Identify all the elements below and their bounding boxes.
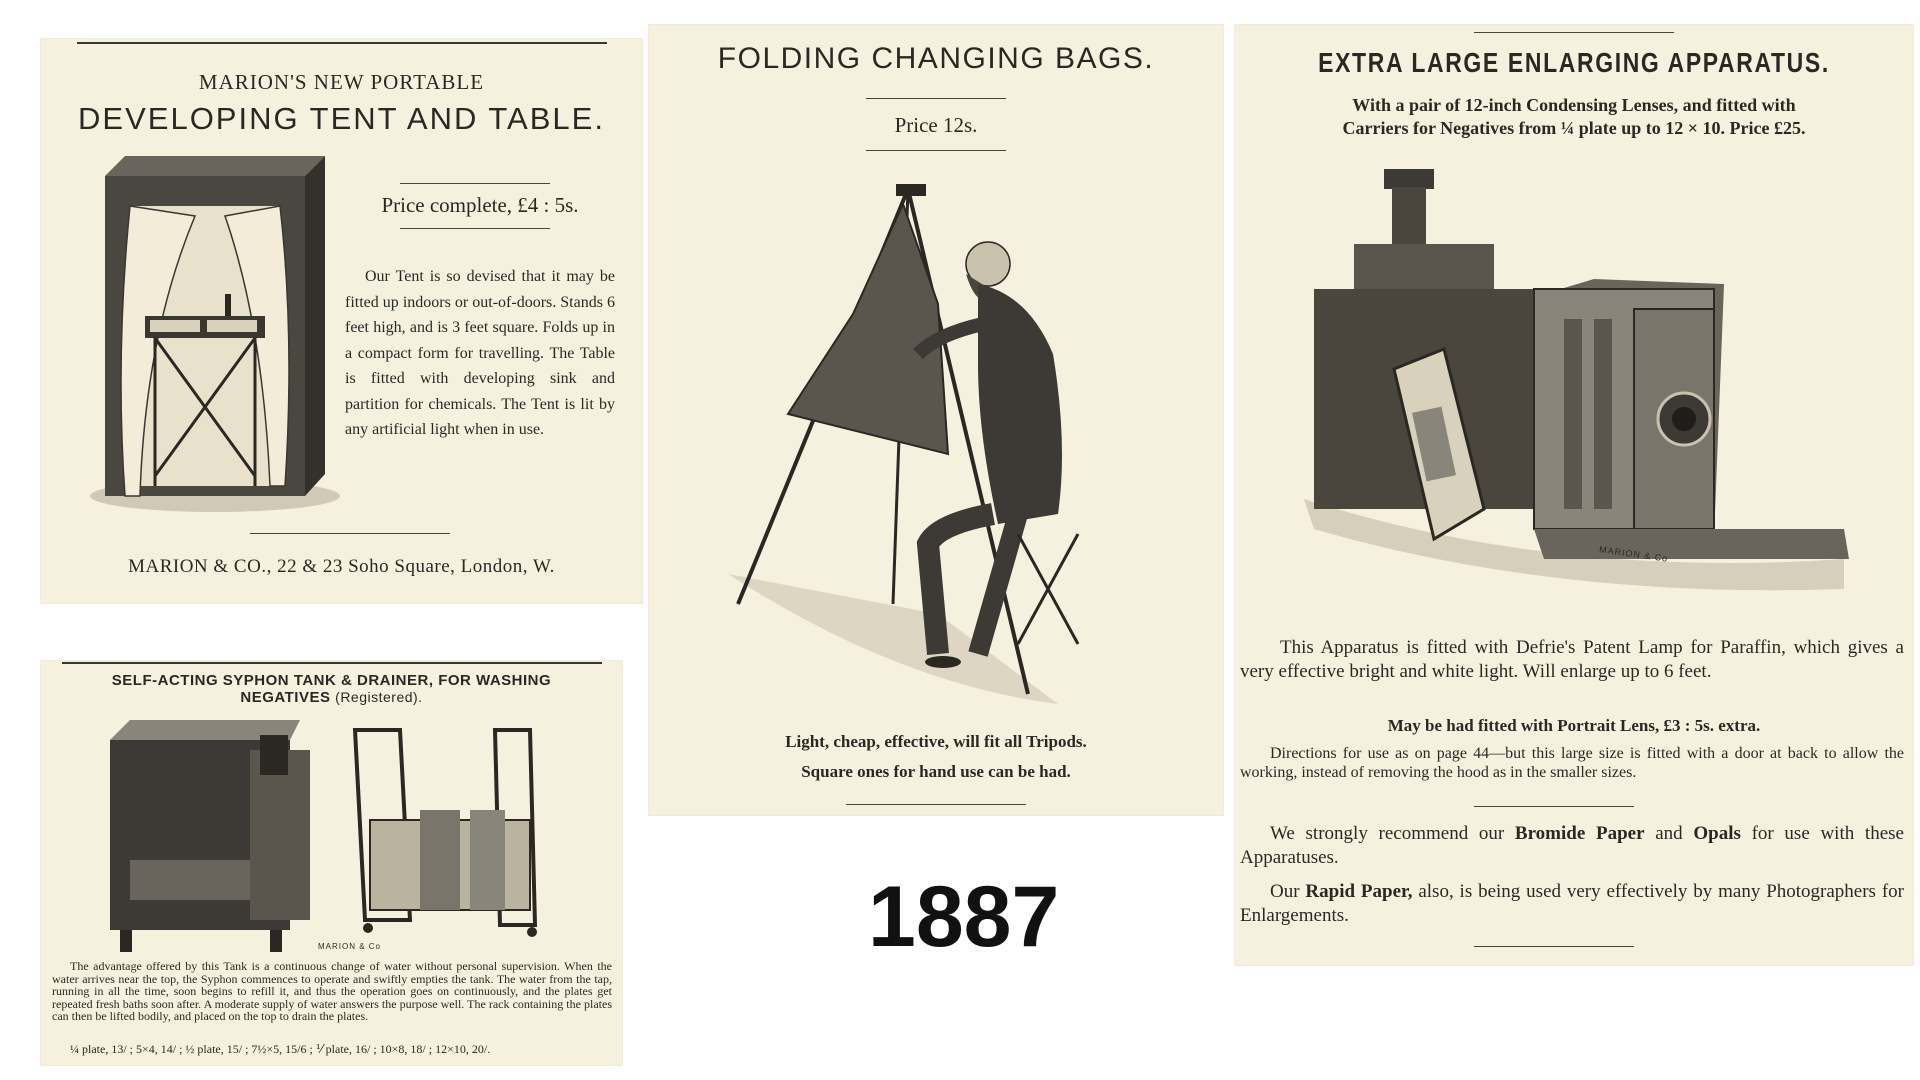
tent-price: Price complete, £4 : 5s. [381, 193, 579, 217]
tent-description: Our Tent is so devised that it may be fitted up indoors or out-of-doors. Stands 6 feet high, and is 3 feet square. Folds up in a compact form for travelling. The Table is fitted with developing sink and partition for chemicals. The Tent is lit by any artificial light when in use. [345, 268, 615, 438]
rapid-pre: Our [1270, 881, 1306, 902]
enlarging-rapid [1240, 880, 1904, 928]
enlarging-illustration [1304, 169, 1864, 599]
changing-bag-illustration [698, 184, 1178, 704]
tent-address: MARION & CO., 22 & 23 Soho Square, London, W. [128, 556, 555, 577]
syphon-maker-mark: MARION & Co [318, 942, 382, 951]
bromide-paper-text: Bromide Paper [1514, 823, 1645, 844]
syphon-title-negatives: NEGATIVES [240, 689, 331, 706]
rapid-post: also, is being used very effectively by many Photographers for Enlargements. [1240, 881, 1904, 926]
tent-illustration [85, 156, 345, 518]
syphon-title-line1: SELF-ACTING SYPHON TANK & DRAINER, FOR WASHING [111, 672, 552, 689]
bags-price: Price 12s. [894, 113, 978, 137]
syphon-prices: ¼ plate, 13/ ; 5×4, 14/ ; ½ plate, 15/ ; 7½×5, 15/6 ; ⅟ plate, 16/ ; 10×8, 18/ ; 12×10, 20/. [70, 1042, 491, 1056]
bags-title: FOLDING CHANGING BAGS. [717, 42, 1155, 75]
syphon-tank-panel [40, 660, 623, 1066]
syphon-description: The advantage offered by this Tank is a continuous change of water without personal supervision. When the water arrives near the top, the Syphon commences to operate and swiftly empties the tank. The water from the tap, running in all the time, soon begins to refill it, and thus the operation goes on continuously, and the plates get repeated fresh baths soon after. A moderate supply of water answers the purpose well. The rack containing the plates can then be lifted bodily, and placed on the top to drain the plates. [52, 959, 612, 1023]
enlarging-para1: This Apparatus is fitted with Defrie's Patent Lamp for Paraffin, which gives a very effective bright and white light. Will enlarge up to 6 feet. [1240, 637, 1904, 682]
recommend-post: for use with these Apparatuses. [1240, 823, 1904, 868]
enlarging-recommend [1240, 822, 1904, 870]
enlarging-apparatus-panel [1234, 24, 1914, 966]
enlarging-intro-line1: With a pair of 12-inch Condensing Lenses, and fitted with [1352, 95, 1796, 115]
opals-text: Opals [1693, 823, 1741, 844]
recommend-mid: and [1644, 823, 1694, 844]
enlarging-intro-line2: Carriers for Negatives from ¼ plate up to 12 × 10. Price £25. [1342, 118, 1806, 138]
developing-tent-panel [40, 38, 643, 604]
bags-line2: Square ones for hand use can be had. [801, 762, 1071, 781]
bags-line1: Light, cheap, effective, will fit all Tripods. [785, 732, 1087, 751]
syphon-title-line2 [40, 689, 623, 706]
tent-title: DEVELOPING TENT AND TABLE. [78, 101, 605, 136]
tent-subtitle: MARION'S NEW PORTABLE [198, 70, 485, 94]
enlarging-directions: Directions for use as on page 44—but this large size is fitted with a door at back to allow the working, instead of removing the hood as in the smaller sizes. [1240, 745, 1904, 781]
syphon-registered: (Registered). [335, 689, 423, 705]
year-label: 1887 [868, 869, 1060, 965]
recommend-pre: We strongly recommend our [1270, 823, 1515, 844]
syphon-illustration [100, 710, 540, 960]
enlarging-maker-mark: MARION & Co [1598, 544, 1669, 564]
changing-bags-panel [648, 24, 1224, 816]
enlarging-portrait: May be had fitted with Portrait Lens, £3 : 5s. extra. [1387, 716, 1761, 735]
enlarging-title: EXTRA LARGE ENLARGING APPARATUS. [1318, 47, 1830, 78]
rapid-paper-text: Rapid Paper, [1305, 881, 1413, 902]
